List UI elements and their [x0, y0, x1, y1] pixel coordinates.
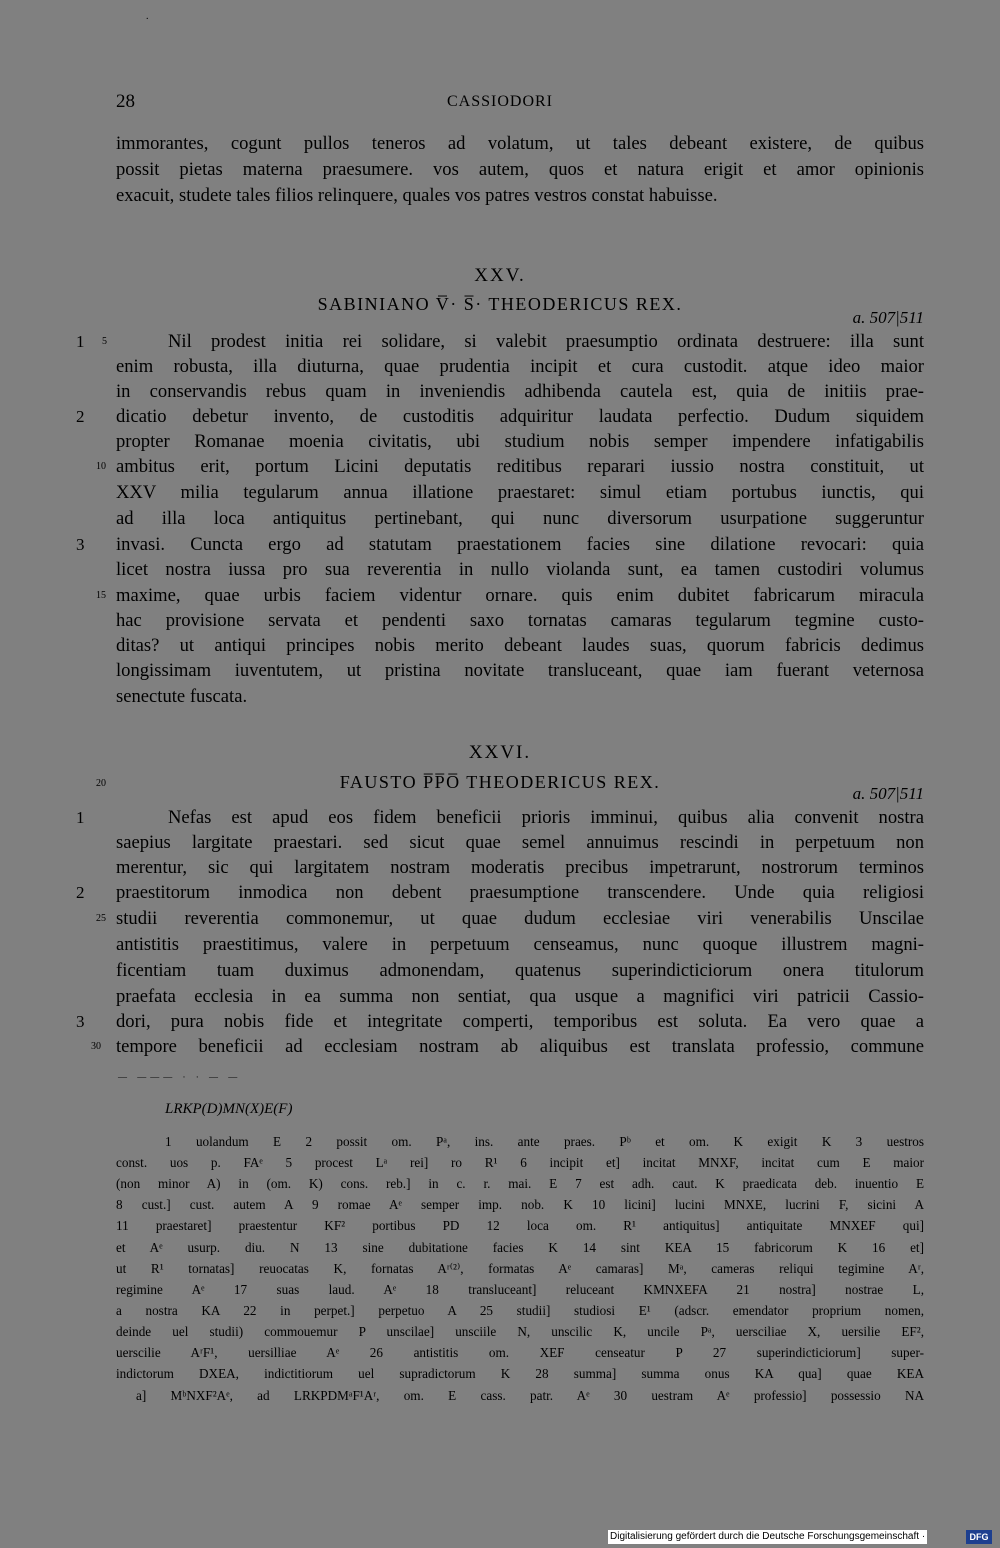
apparatus-line: uerscilie AʳF¹, uersilliae Aᵉ 26 antistitis om. XEF censeatur P 27 superindicticiorum] super- [116, 1345, 924, 1360]
section-mark: 2 [76, 883, 85, 902]
text-line: ficentiam tuam duximus admonendam, quatenus superindicticiorum onera titulorum [116, 960, 924, 981]
text-line: XXV milia tegularum annua illatione praestaret: simul etiam portubus iunctis, qui [116, 482, 924, 503]
apparatus-line: (non minor A) in (om. K) cons. reb.] in c. r. mai. E 7 est adh. caut. K praedicata deb. inuentio E [116, 1176, 924, 1191]
dfg-logo-icon: DFG [966, 1530, 992, 1544]
text-line: senectute fuscata. [116, 686, 248, 707]
text-line: licet nostra iussa pro sua reverentia in nullo violanda sunt, ea tamen custodiri volumus [116, 559, 924, 580]
text-line: ditas? ut antiqui principes nobis merito debeant laudes suas, quorum fabricis dedimus [116, 635, 924, 656]
text-line: possit pietas materna praesumere. vos autem, quos et natura erigit et amor opinionis [116, 159, 924, 180]
text-line: dicatio debetur invento, de custoditis adquiritur laudata perfectio. Dudum siquidem [116, 406, 924, 427]
letter-date: a. 507|511 [852, 784, 924, 803]
line-mark: 25 [96, 913, 106, 924]
stray-dot: . [146, 11, 149, 22]
text-line: in conservandis rebus quam in inveniendis adhibenda cautela est, quia de initiis prae- [116, 381, 924, 402]
apparatus-line: const. uos p. FAᵉ 5 procest Lᵃ rei] ro R¹ 6 incipit et] incitat MNXF, incitat cum E maior [116, 1155, 924, 1170]
running-title: CASSIODORI [446, 93, 553, 110]
letter-number: XXVI. [468, 742, 532, 763]
text-line: ad illa loca antiquitus pertinebant, qui nunc diversorum usurpatione suggeruntur [116, 508, 924, 529]
text-line: tempore beneficii ad ecclesiam nostram ab aliquibus est translata professio, commune [116, 1036, 924, 1057]
apparatus-line: ut R¹ tornatas] reuocatas K, fornatas Aʳ⁽²⁾, formatas Aᵉ camaras] Mᵃ, cameras reliqui tegimine Aʳ, [116, 1261, 924, 1276]
text-line: Nefas est apud eos fidem beneficii prioris imminui, quibus alia convenit nostra [168, 807, 924, 828]
text-line: hac provisione servata et pendenti saxo tornatas camaras tegularum tegmine custo- [116, 610, 924, 631]
apparatus-line: deinde uel studii) commouemur P unscilae] unsciile N, unscilic K, uncile Pᵃ, uersciliae X, uersilie EF², [116, 1324, 924, 1339]
section-mark: 3 [76, 1012, 85, 1031]
section-mark: 1 [76, 332, 85, 351]
line-mark: 5 [102, 336, 107, 347]
apparatus-line: 1 uolandum E 2 possit om. Pᵃ, ins. ante praes. Pᵇ et om. K exigit K 3 uestros [165, 1134, 924, 1149]
text-line: praefata ecclesia in ea summa non sentiat, qua usque a magnifici viri patricii Cassio- [116, 986, 924, 1007]
section-mark: 3 [76, 535, 85, 554]
text-line: antistitis praestitimus, valere in perpetuum censeamus, nunc quoque illustrem magni- [116, 934, 924, 955]
letter-address: SABINIANO V̅· S̅· THEODERICUS REX. [317, 294, 683, 314]
section-mark: 2 [76, 407, 85, 426]
text-line: invasi. Cuncta ergo ad statutam praestationem facies sine dilatione revocari: quia [116, 534, 924, 555]
line-mark: 10 [96, 461, 106, 472]
apparatus-line: et Aᵉ usurp. diu. N 13 sine dubitatione facies K 14 sint KEA 15 fabricorum K 16 et] [116, 1240, 924, 1255]
letter-address: FAUSTO P̅P̅O̅ THEODERICUS REX. [339, 772, 661, 792]
text-line: dori, pura nobis fide et integritate comperti, temporibus est soluta. Ea vero quae a [116, 1011, 924, 1032]
funding-credit: Digitalisierung gefördert durch die Deutsche Forschungsgemeinschaft · [610, 1531, 926, 1542]
line-mark: 30 [91, 1041, 101, 1052]
apparatus-sigla: LRKP(D)MN(X)E(F) [165, 1101, 293, 1117]
text-line: praestitorum inmodica non debent praesumptione transcendere. Unde quia religiosi [116, 882, 924, 903]
line-mark: 20 [96, 778, 106, 789]
text-line: studii reverentia commonemur, ut quae dudum ecclesiae viri venerabilis Unscilae [116, 908, 924, 929]
apparatus-line: a nostra KA 22 in perpet.] perpetuo A 25 studii] studiosi E¹ (adscr. emendator proprium nomen, [116, 1303, 924, 1318]
catchword-separator: — ——— · · — — [118, 1072, 242, 1082]
text-line: enim robusta, illa diuturna, quae prudentia incipit et cura custodit. atque ideo maior [116, 356, 924, 377]
section-mark: 1 [76, 808, 85, 827]
apparatus-line: regimine Aᵉ 17 suas laud. Aᵉ 18 transluceant] reluceant KMNXEFA 21 nostra] nostrae L, [116, 1282, 924, 1297]
apparatus-line: 8 cust.] cust. autem A 9 romae Aᵉ semper imp. nob. K 10 licini] lucini MNXE, lucrini F, sicini A [116, 1197, 924, 1212]
letter-number: XXV. [474, 265, 526, 286]
text-line: Nil prodest initia rei solidare, si valebit praesumptio ordinata destruere: illa sunt [168, 331, 924, 352]
text-line: exacuit, studete tales filios relinquere, quales vos patres vestros constat habuisse. [116, 185, 718, 206]
text-line: longissimam iuventutem, ut pristina novitate transluceant, quae iam fuerant veternosa [116, 660, 924, 681]
line-mark: 15 [96, 590, 106, 601]
apparatus-line: 11 praestaret] praestentur KF² portibus PD 12 loca om. R¹ antiquitus] antiquitate MNXEF qui] [116, 1218, 924, 1233]
text-line: saepius largitate praestari. sed sicut quae semel annuimus rescindi in perpetuum non [116, 832, 924, 853]
apparatus-line: indictorum DXEA, indictitiorum uel supradictorum K 28 summa] summa onus KA qua] quae KEA [116, 1366, 924, 1381]
text-line: maxime, quae urbis faciem videntur ornare. quis enim dubitet fabricarum miracula [116, 585, 924, 606]
text-line: ambitus erit, portum Licini deputatis reditibus reparari iussio nostra constituit, ut [116, 456, 924, 477]
page-number: 28 [116, 91, 135, 112]
letter-date: a. 507|511 [852, 308, 924, 327]
text-line: propter Romanae moenia civitatis, ubi studium nobis semper impendere infatigabilis [116, 431, 924, 452]
apparatus-line: a] MᵇNXF²Aᵉ, ad LRKPDMᵃF¹Aʳ, om. E cass. patr. Aᵉ 30 uestram Aᵉ professio] possessio NA [136, 1388, 924, 1403]
text-line: immorantes, cogunt pullos teneros ad volatum, ut tales debeant existere, de quibus [116, 133, 924, 154]
text-line: merentur, sic qui largitatem nostram moderatis precibus impetrarunt, nostrorum terminos [116, 857, 924, 878]
